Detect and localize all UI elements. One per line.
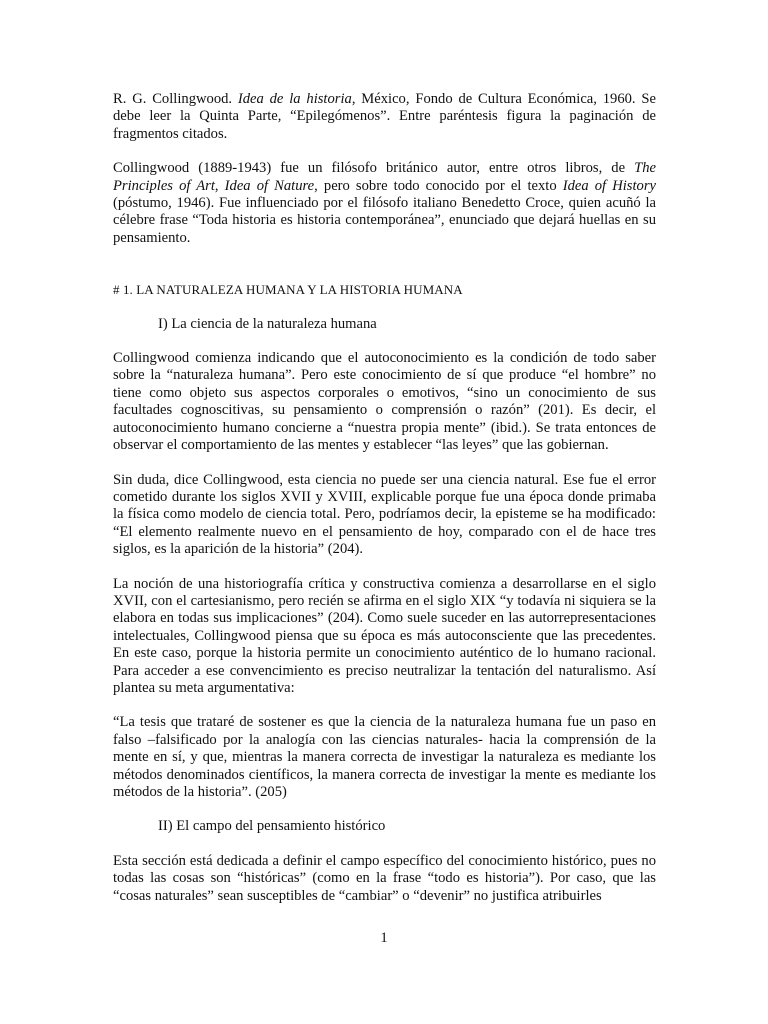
book-title: The Principles of Art (113, 160, 656, 194)
body-paragraph: La noción de una historiografía crítica y constructiva comienza a desarrollarse en el siglo XVII, con el cartesianismo, pero recién se afirma en el siglo XIX “y todavía ni siquiera se la elabora en todas sus implicaciones” (204). Como suele suceder en las autorrepresentaciones intelectuales, Collingwood piensa que su época es más autoconsciente que las precedentes. En este caso, porque la historia permite un conocimiento auténtico de lo humano racional. Para acceder a ese convencimiento es preciso neutralizar la tentación del naturalismo. Así plantea su meta argumentativa: (113, 575, 656, 696)
body-paragraph: Sin duda, dice Collingwood, esta ciencia no puede ser una ciencia natural. Ese fue el error cometido durante los siglos XVII y XVIII, explicable porque fue una época donde primaba la física como modelo de ciencia total. Pero, podríamos decir, la episteme se ha modificado: “El elemento realmente nuevo en el pensamiento de hoy, comparado con el de hace tres siglos, es la aparición de la historia” (204). (113, 471, 656, 558)
page-body (113, 91, 656, 905)
quote-paragraph: “La tesis que trataré de sostener es que la ciencia de la naturaleza humana fue un paso en falso –falsificado por la analogía con las ciencias naturales- hacia la comprensión de la mente en sí, y que, mientras la manera correcta de investigar la naturaleza es mediante los métodos denominados científicos, la manera correcta de investigar la mente es mediante los métodos de la historia”. (205) (113, 714, 656, 800)
citation-details: , México, Fondo de Cultura Económica, 1960. Se debe leer la Quinta Parte, “Epilegómenos”. Entre paréntesis figura la paginación de fragmentos citados. (113, 91, 656, 142)
bio-text: Collingwood (1889-1943) fue un filósofo británico autor, entre otros libros, de (113, 160, 635, 177)
subsection-title: I) La ciencia de la naturaleza humana (158, 315, 377, 332)
body-paragraph: Collingwood comienza indicando que el autoconocimiento es la condición de todo saber sobre la “naturaleza humana”. Pero este conocimiento de sí que produce “el hombre” no tiene como objeto sus aspectos corporales o emotivos, “sino un conocimiento de sus facultades cognoscitivas, su pensamiento o comprensión o razón” (201). Es decir, el autoconocimiento humano concierne a “nuestra propia mente” (ibid.). Se trata entonces de observar el comportamiento de las mentes y establecer “las leyes” que las gobiernan. (113, 350, 656, 454)
book-title: Idea of History (562, 177, 656, 194)
page-number: 1 (380, 930, 388, 946)
subsection-title: II) El campo del pensamiento histórico (158, 818, 386, 835)
body-paragraph: Esta sección está dedicada a definir el campo específico del conocimiento histórico, pues no todas las cosas son “históricas” (como en la frase “todo es historia”). Por caso, que las “cosas naturales” sean susceptibles de “cambiar” o “devenir” no justifica atribuirles (113, 852, 656, 904)
bio-text: , (214, 177, 225, 194)
book-title: Idea de la historia (237, 91, 352, 107)
book-title: Idea of Nature (224, 177, 315, 194)
bio-text: (póstumo, 1946). Fue influenciado por el filósofo italiano Benedetto Croce, quien acuñó la célebre frase “Toda historia es historia contemporánea”, enunciado que dejará huellas en su pensamiento. (113, 195, 656, 246)
section-heading: # 1. LA NATURALEZA HUMANA Y LA HISTORIA HUMANA (113, 282, 463, 298)
author-bio-paragraph (113, 160, 656, 247)
citation-paragraph (113, 91, 656, 143)
bio-text: , pero sobre todo conocido por el texto (314, 177, 563, 194)
citation-author: R. G. Collingwood. (113, 91, 238, 107)
